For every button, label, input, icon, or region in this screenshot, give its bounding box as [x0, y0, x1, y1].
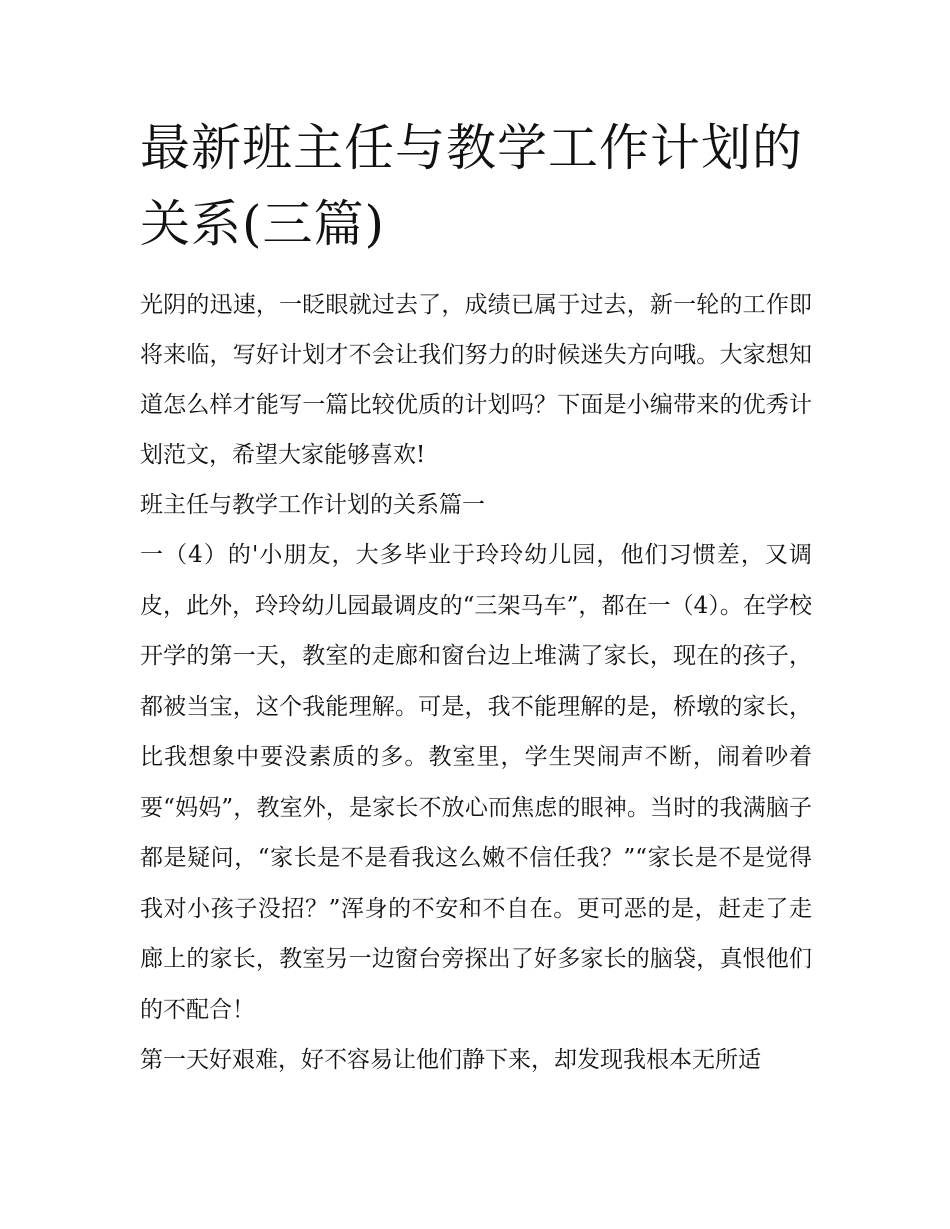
document-body	[140, 280, 812, 1086]
document-page	[140, 110, 812, 1086]
document-title: 最新班主任与教学工作计划的关系(三篇)	[140, 119, 803, 253]
body-paragraph-2: 第一天好艰难，好不容易让他们静下来，却发现我根本无所适	[140, 1047, 761, 1073]
section-heading: 班主任与教学工作计划的关系篇一	[140, 492, 485, 518]
intro-paragraph: 光阴的迅速，一眨眼就过去了，成绩已属于过去，新一轮的工作即将来临，写好计划才不会让我们努力的时候迷失方向哦。大家想知道怎么样才能写一篇比较优质的计划吗？下面是小编带来的优秀计划范文，希望大家能够喜欢!	[140, 292, 812, 468]
body-paragraph-1: 一（4）的'小朋友，大多毕业于玲玲幼儿园，他们习惯差，又调皮，此外，玲玲幼儿园最调皮的“三架马车”，都在一（4）。在学校开学的第一天，教室的走廊和窗台边上堆满了家长，现在的孩子，都被当宝，这个我能理解。可是，我不能理解的是，桥墩的家长，比我想象中要没素质的多。教室里，学生哭闹声不断，闹着吵着要“妈妈”，教室外，是家长不放心而焦虑的眼神。当时的我满脑子都是疑问，“家长是不是看我这么嫩不信任我？”“家长是不是觉得我对小孩子没招？”浑身的不安和不自在。更可恶的是，赶走了走廊上的家长，教室另一边窗台旁探出了好多家长的脑袋，真恨他们的不配合！	[140, 542, 812, 1023]
